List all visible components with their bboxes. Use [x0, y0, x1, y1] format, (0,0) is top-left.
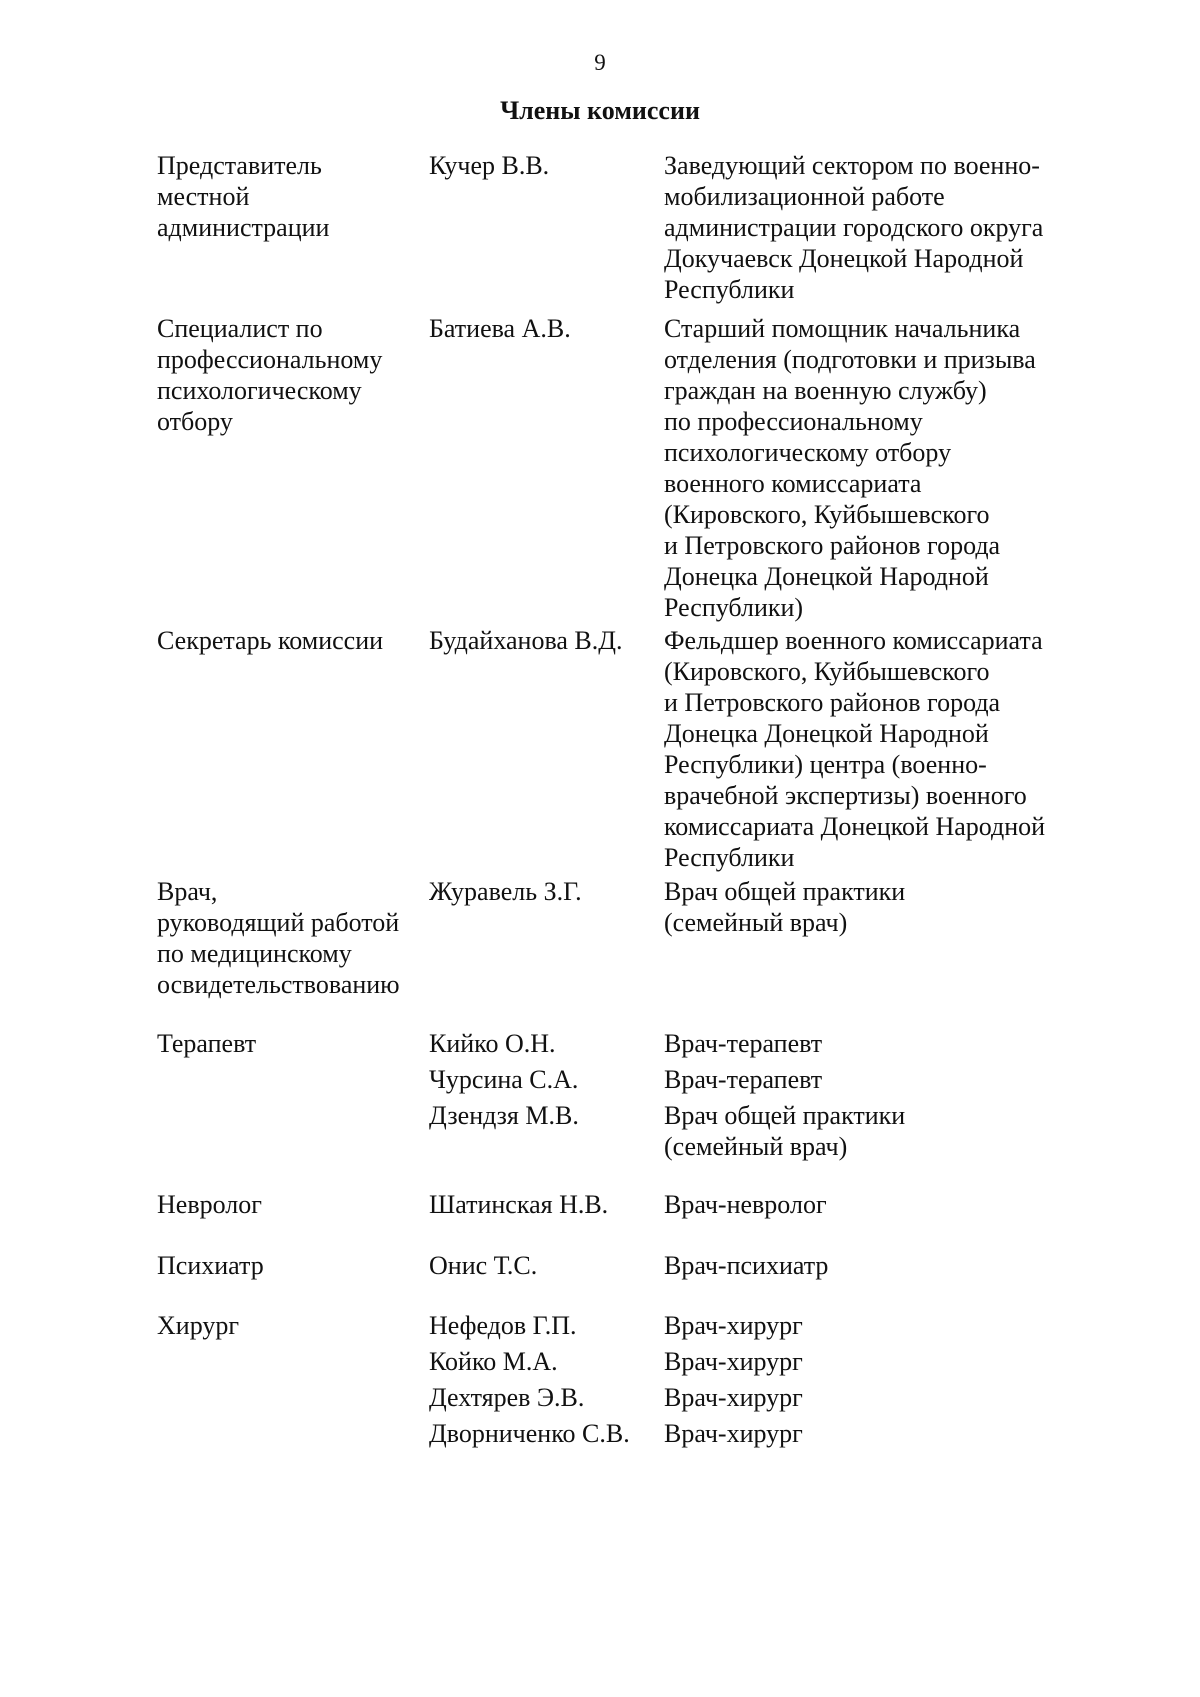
person-position: [664, 1064, 1144, 1095]
position-line: Врач общей практики: [664, 877, 906, 906]
position-line: и Петровского районов города: [664, 531, 1001, 560]
role-line: по медицинскому: [157, 939, 352, 968]
person-row: [0, 1418, 1200, 1449]
position-line: Республики: [664, 843, 795, 872]
position-line: Донецка Донецкой Народной: [664, 719, 989, 748]
role-line: освидетельствованию: [157, 970, 400, 999]
position-line: (Кировского, Куйбышевского: [664, 500, 990, 529]
person-name: Койко М.А.: [429, 1347, 558, 1376]
person-row: [0, 1346, 1200, 1377]
position-line: Старший помощник начальника: [664, 314, 1021, 343]
member-persons: [0, 1250, 1200, 1281]
person-row: [0, 1382, 1200, 1413]
position-line: Врач-хирург: [664, 1311, 803, 1340]
position-line: Врач-терапевт: [664, 1029, 823, 1058]
person-name: Кийко О.Н.: [429, 1029, 556, 1058]
position-line: психологическому отбору: [664, 438, 952, 467]
member-persons: [0, 625, 1200, 873]
person-position: [664, 313, 1144, 623]
position-line: Врач-психиатр: [664, 1251, 829, 1280]
role-line: Представитель: [157, 151, 322, 180]
member-persons: [0, 1028, 1200, 1162]
position-line: Республики) центра (военно-: [664, 750, 987, 779]
role-line: Специалист по: [157, 314, 323, 343]
person-row: [0, 150, 1200, 305]
person-row: [0, 625, 1200, 873]
person-name: Журавель З.Г.: [429, 877, 582, 906]
position-line: администрации городского округа: [664, 213, 1044, 242]
position-line: Врач-хирург: [664, 1383, 803, 1412]
position-line: (семейный врач): [664, 1132, 848, 1161]
role-line: психологическому: [157, 376, 362, 405]
person-name: Батиева А.В.: [429, 314, 571, 343]
position-line: Врач общей практики: [664, 1101, 906, 1130]
page-title: Члены комиссии: [500, 96, 700, 125]
person-position: [664, 1250, 1144, 1281]
role-line: отбору: [157, 407, 233, 436]
person-name: Будайханова В.Д.: [429, 626, 623, 655]
role-line: Секретарь комиссии: [157, 626, 384, 655]
position-line: военного комиссариата: [664, 469, 922, 498]
position-line: Фельдшер военного комиссариата: [664, 626, 1043, 655]
member-persons: [0, 1310, 1200, 1449]
person-position: [664, 1310, 1144, 1341]
person-row: [0, 1250, 1200, 1281]
person-row: [0, 1028, 1200, 1059]
person-name: Дворниченко С.В.: [429, 1419, 630, 1448]
person-row: [0, 1310, 1200, 1341]
position-line: Заведующий сектором по военно-: [664, 151, 1040, 180]
position-line: Врач-терапевт: [664, 1065, 823, 1094]
person-position: [664, 625, 1144, 873]
member-persons: [0, 876, 1200, 938]
person-row: [0, 1064, 1200, 1095]
role-line: профессиональному: [157, 345, 383, 374]
person-name: Дехтярев Э.В.: [429, 1383, 585, 1412]
person-name: Шатинская Н.В.: [429, 1190, 609, 1219]
position-line: врачебной экспертизы) военного: [664, 781, 1027, 810]
role-line: Психиатр: [157, 1251, 264, 1280]
position-line: Республики: [664, 275, 795, 304]
person-row: [0, 1100, 1200, 1162]
person-row: [0, 1189, 1200, 1220]
position-line: Врач-невролог: [664, 1190, 827, 1219]
position-line: Докучаевск Донецкой Народной: [664, 244, 1024, 273]
position-line: (Кировского, Куйбышевского: [664, 657, 990, 686]
person-name: Чурсина С.А.: [429, 1065, 579, 1094]
person-position: [664, 1189, 1144, 1220]
position-line: и Петровского районов города: [664, 688, 1001, 717]
position-line: Врач-хирург: [664, 1347, 803, 1376]
person-name: Онис Т.С.: [429, 1251, 538, 1280]
member-persons: [0, 1189, 1200, 1220]
position-line: комиссариата Донецкой Народной: [664, 812, 1046, 841]
person-position: [664, 1100, 1144, 1162]
page-number: 9: [594, 50, 606, 75]
person-position: [664, 1346, 1144, 1377]
role-line: руководящий работой: [157, 908, 400, 937]
person-position: [664, 150, 1144, 305]
person-name: Дзендзя М.В.: [429, 1101, 579, 1130]
person-name: Кучер В.В.: [429, 151, 550, 180]
role-line: Невролог: [157, 1190, 262, 1219]
person-row: [0, 313, 1200, 623]
position-line: мобилизационной работе: [664, 182, 945, 211]
person-position: [664, 1418, 1144, 1449]
position-line: отделения (подготовки и призыва: [664, 345, 1036, 374]
position-line: Республики): [664, 593, 804, 622]
member-persons: [0, 150, 1200, 305]
position-line: граждан на военную службу): [664, 376, 987, 405]
person-position: [664, 876, 1144, 938]
member-persons: [0, 313, 1200, 623]
role-line: Терапевт: [157, 1029, 257, 1058]
person-name: Нефедов Г.П.: [429, 1311, 577, 1340]
person-position: [664, 1382, 1144, 1413]
role-line: местной: [157, 182, 250, 211]
person-row: [0, 876, 1200, 938]
position-line: (семейный врач): [664, 908, 848, 937]
role-line: Врач,: [157, 877, 218, 906]
role-line: Хирург: [157, 1311, 240, 1340]
position-line: Донецка Донецкой Народной: [664, 562, 989, 591]
role-line: администрации: [157, 213, 330, 242]
position-line: Врач-хирург: [664, 1419, 803, 1448]
person-position: [664, 1028, 1144, 1059]
position-line: по профессиональному: [664, 407, 923, 436]
